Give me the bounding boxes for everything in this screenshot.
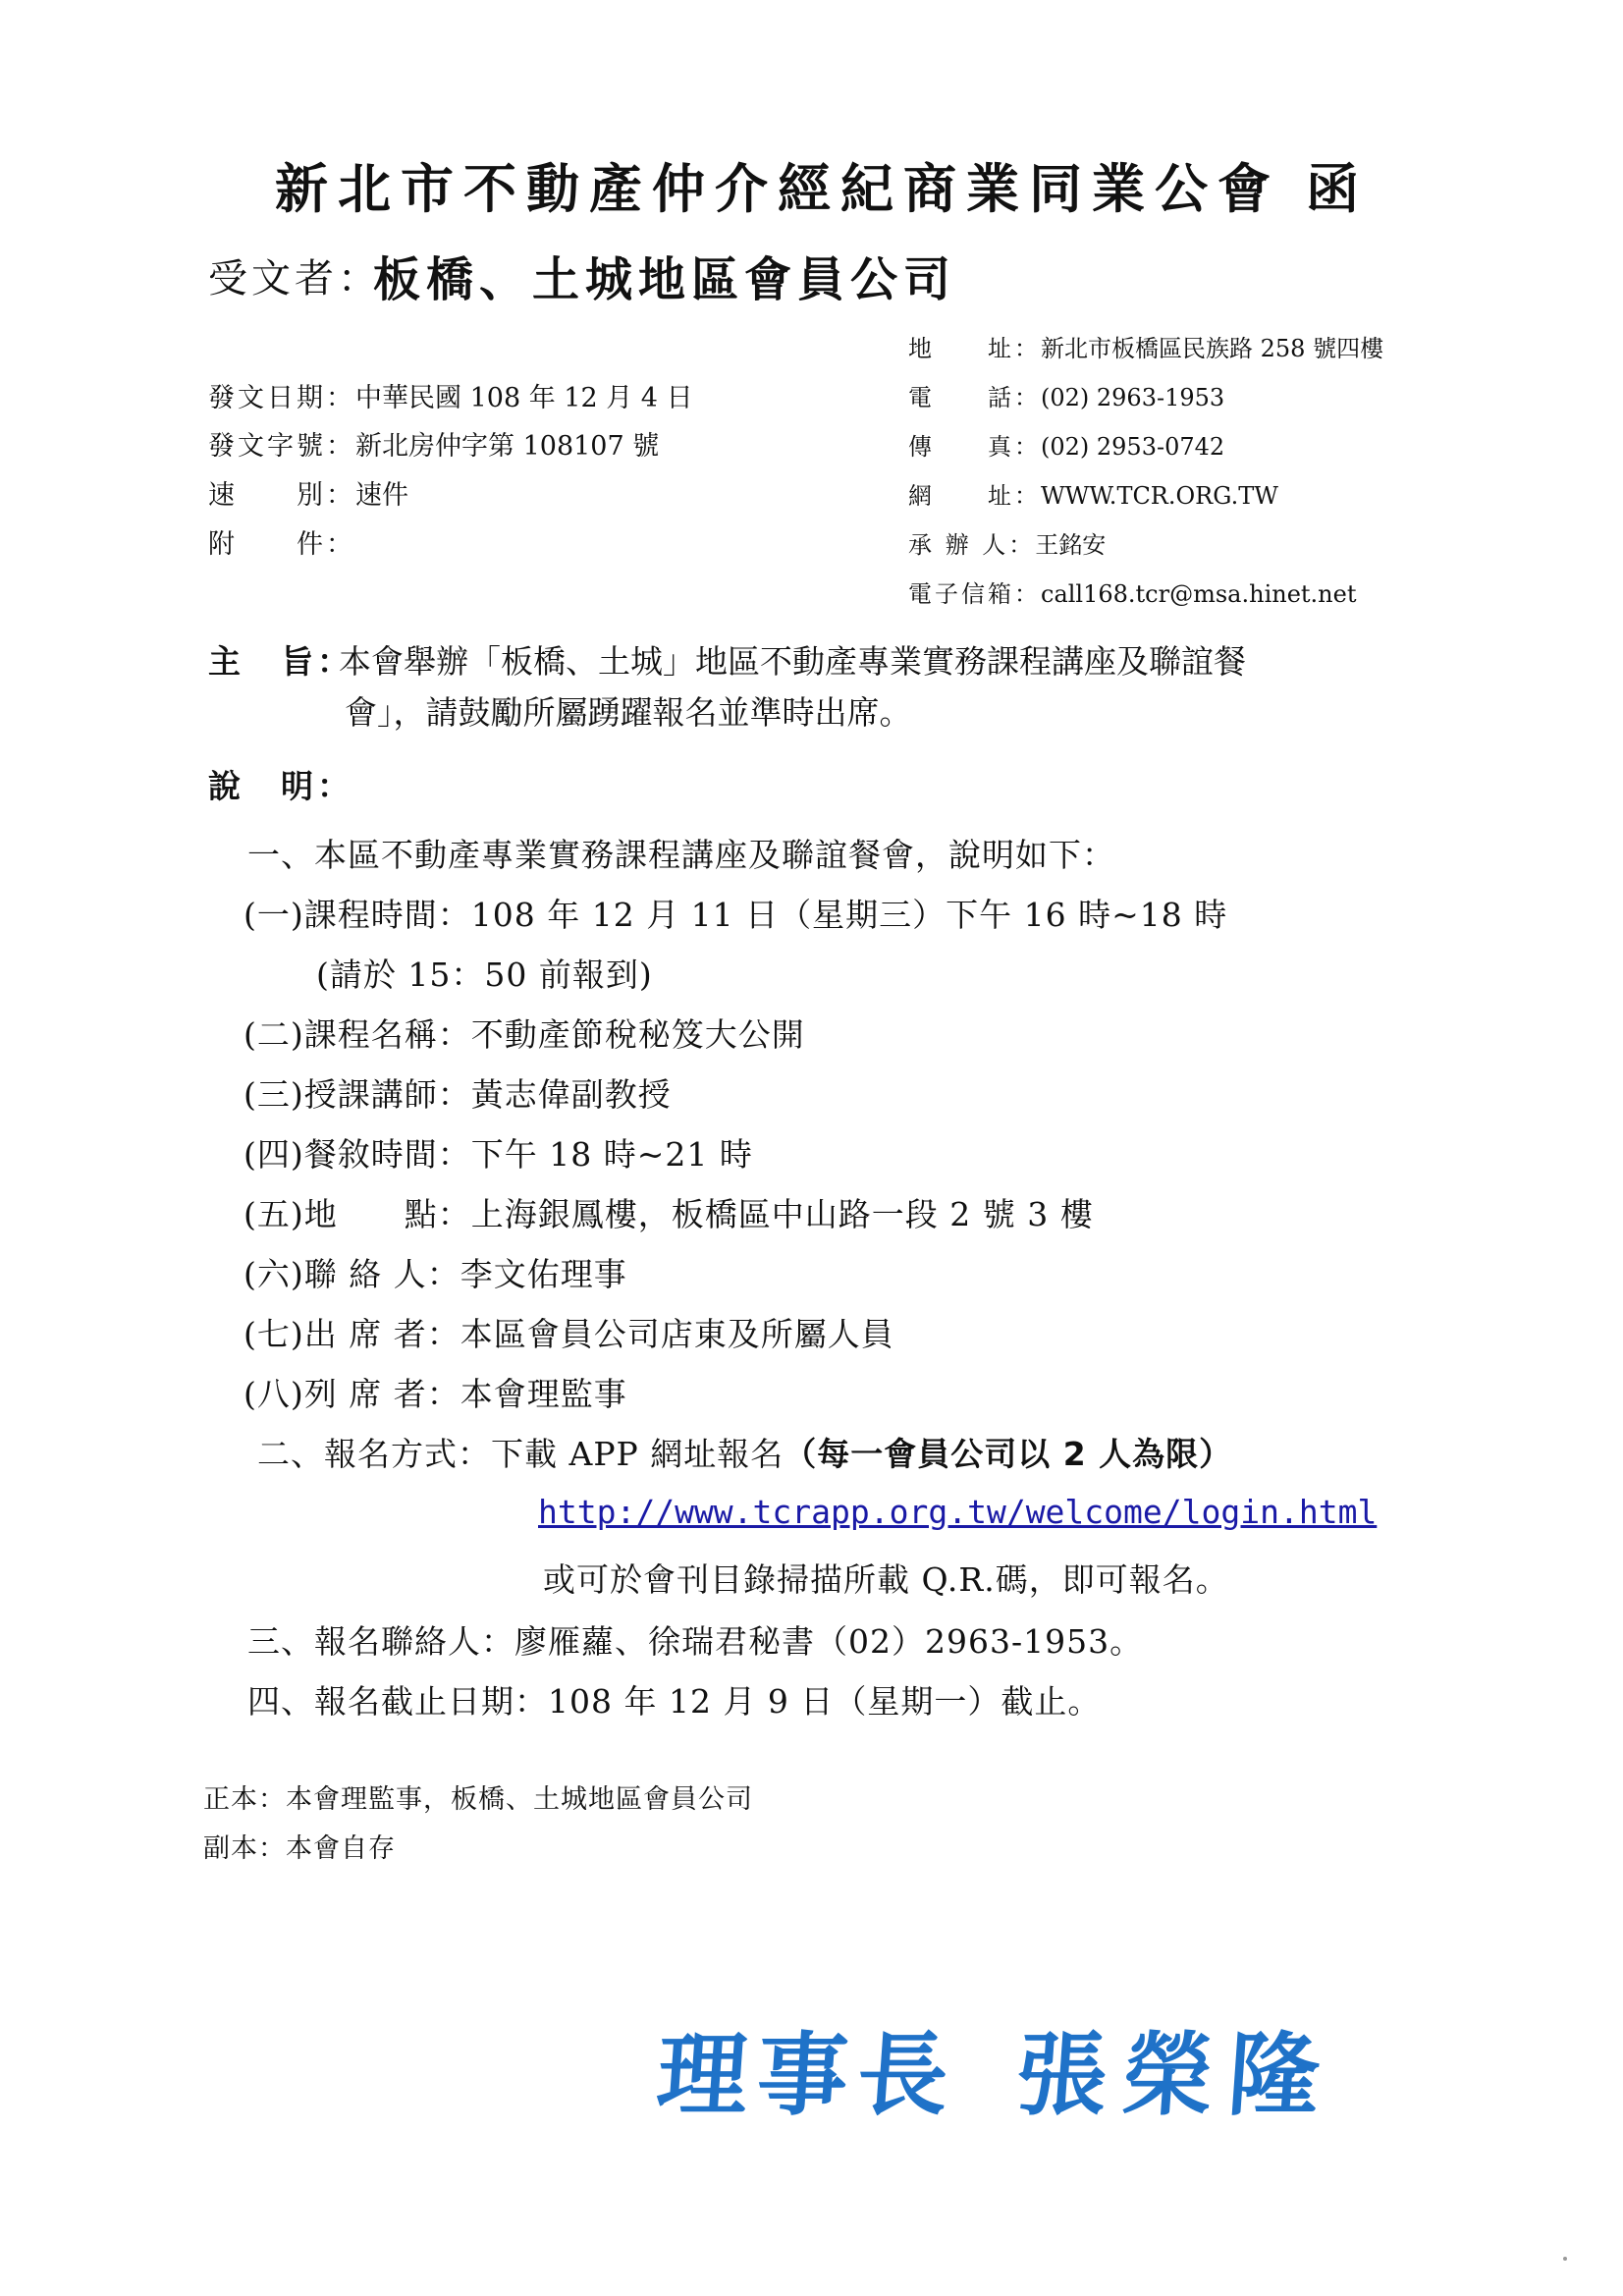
desc-sub-8: (八)列 席 者：本會理監事 bbox=[243, 1375, 627, 1413]
email-value: call168.tcr@msa.hinet.net bbox=[1041, 580, 1357, 608]
handler-row bbox=[908, 525, 1106, 560]
desc-sub-7: (七)出 席 者：本區會員公司店東及所屬人員 bbox=[243, 1315, 894, 1353]
date-row bbox=[208, 376, 693, 414]
fax-label: 傳 真： bbox=[908, 433, 1041, 461]
desc-sub-4: (四)餐敘時間：下午 18 時~21 時 bbox=[243, 1135, 753, 1174]
desc-sub-6: (六)聯 絡 人：李文佑理事 bbox=[243, 1255, 627, 1293]
desc-item-4: 四、報名截止日期：108 年 12 月 9 日（星期一）截止。 bbox=[247, 1682, 1102, 1721]
phone-row bbox=[908, 378, 1224, 412]
handler-label: 承 辦 人： bbox=[908, 531, 1036, 559]
registration-alt: 或可於會刊目錄掃描所載 Q.R.碼，即可報名。 bbox=[543, 1560, 1229, 1599]
email-row bbox=[908, 574, 1356, 609]
subject-text bbox=[339, 636, 1438, 738]
fax-value: (02) 2953-0742 bbox=[1041, 433, 1225, 461]
date-label: 發文日期： bbox=[208, 383, 355, 413]
signature-name: 張榮隆 bbox=[1012, 2023, 1339, 2128]
subject-line-1: 本會舉辦「板橋、土城」地區不動產專業實務課程講座及聯誼餐 bbox=[339, 642, 1246, 681]
document-title: 新北市不動產仲介經紀商業同業公會 bbox=[275, 158, 1280, 220]
subject-line-2: 會」，請鼓勵所屬踴躍報名並準時出席。 bbox=[345, 693, 912, 732]
desc-sub-5: (五)地 點：上海銀鳳樓，板橋區中山路一段 2 號 3 樓 bbox=[243, 1195, 1094, 1233]
attachment-row bbox=[208, 522, 355, 561]
desc-item-1: 一、本區不動產專業實務課程講座及聯誼餐會，說明如下： bbox=[247, 836, 1115, 874]
address-row bbox=[908, 329, 1383, 363]
speed-row bbox=[208, 473, 408, 512]
phone-value: (02) 2963-1953 bbox=[1041, 384, 1225, 411]
speed-label: 速 別： bbox=[208, 480, 355, 511]
scan-artifact bbox=[1563, 2257, 1567, 2261]
address-value: 新北市板橋區民族路 258 號四樓 bbox=[1041, 335, 1384, 362]
ref-label: 發文字號： bbox=[208, 431, 355, 462]
website-label: 網 址： bbox=[908, 482, 1041, 510]
signature bbox=[653, 2003, 1339, 2133]
document-type: 函 bbox=[1306, 158, 1359, 220]
desc-sub-1-note: (請於 15：50 前報到) bbox=[316, 956, 653, 994]
desc-sub-1: (一)課程時間：108 年 12 月 11 日（星期三）下午 16 時~18 時 bbox=[243, 896, 1228, 934]
registration-limit: （每一會員公司以 2 人為限） bbox=[784, 1435, 1233, 1473]
description-label: 說 明： bbox=[208, 767, 353, 805]
recipient-value: 板橋、土城地區會員公司 bbox=[373, 252, 957, 307]
speed-value: 速件 bbox=[355, 480, 408, 511]
attachment-label: 附 件： bbox=[208, 529, 355, 560]
desc-item-3: 三、報名聯絡人：廖雁蘿、徐瑞君秘書（02）2963-1953。 bbox=[247, 1622, 1144, 1661]
desc-sub-3: (三)授課講師：黃志偉副教授 bbox=[243, 1075, 672, 1114]
duplicate-copy: 副本：本會自存 bbox=[203, 1833, 396, 1864]
subject-label: 主 旨： bbox=[208, 642, 353, 681]
original-copy: 正本：本會理監事，板橋、土城地區會員公司 bbox=[203, 1784, 753, 1815]
phone-label: 電 話： bbox=[908, 384, 1041, 411]
website-value: WWW.TCR.ORG.TW bbox=[1041, 482, 1278, 510]
email-label: 電子信箱： bbox=[908, 580, 1041, 608]
registration-link-row bbox=[538, 1493, 1377, 1531]
registration-link[interactable]: http://www.tcrapp.org.tw/welcome/login.html bbox=[538, 1493, 1378, 1531]
signature-title: 理事長 bbox=[653, 2023, 962, 2128]
desc-sub-2: (二)課程名稱：不動產節稅秘笈大公開 bbox=[243, 1015, 805, 1054]
ref-row bbox=[208, 424, 659, 463]
handler-value: 王銘安 bbox=[1035, 531, 1107, 559]
website-row bbox=[908, 476, 1278, 511]
desc-item-2 bbox=[257, 1429, 1232, 1475]
recipient-label: 受文者： bbox=[208, 256, 381, 301]
address-label: 地 址： bbox=[908, 335, 1041, 362]
date-value: 中華民國 108 年 12 月 4 日 bbox=[355, 383, 693, 413]
ref-value: 新北房仲字第 108107 號 bbox=[355, 431, 660, 462]
fax-row bbox=[908, 427, 1224, 462]
registration-method: 二、報名方式：下載 APP 網址報名 bbox=[257, 1435, 784, 1473]
